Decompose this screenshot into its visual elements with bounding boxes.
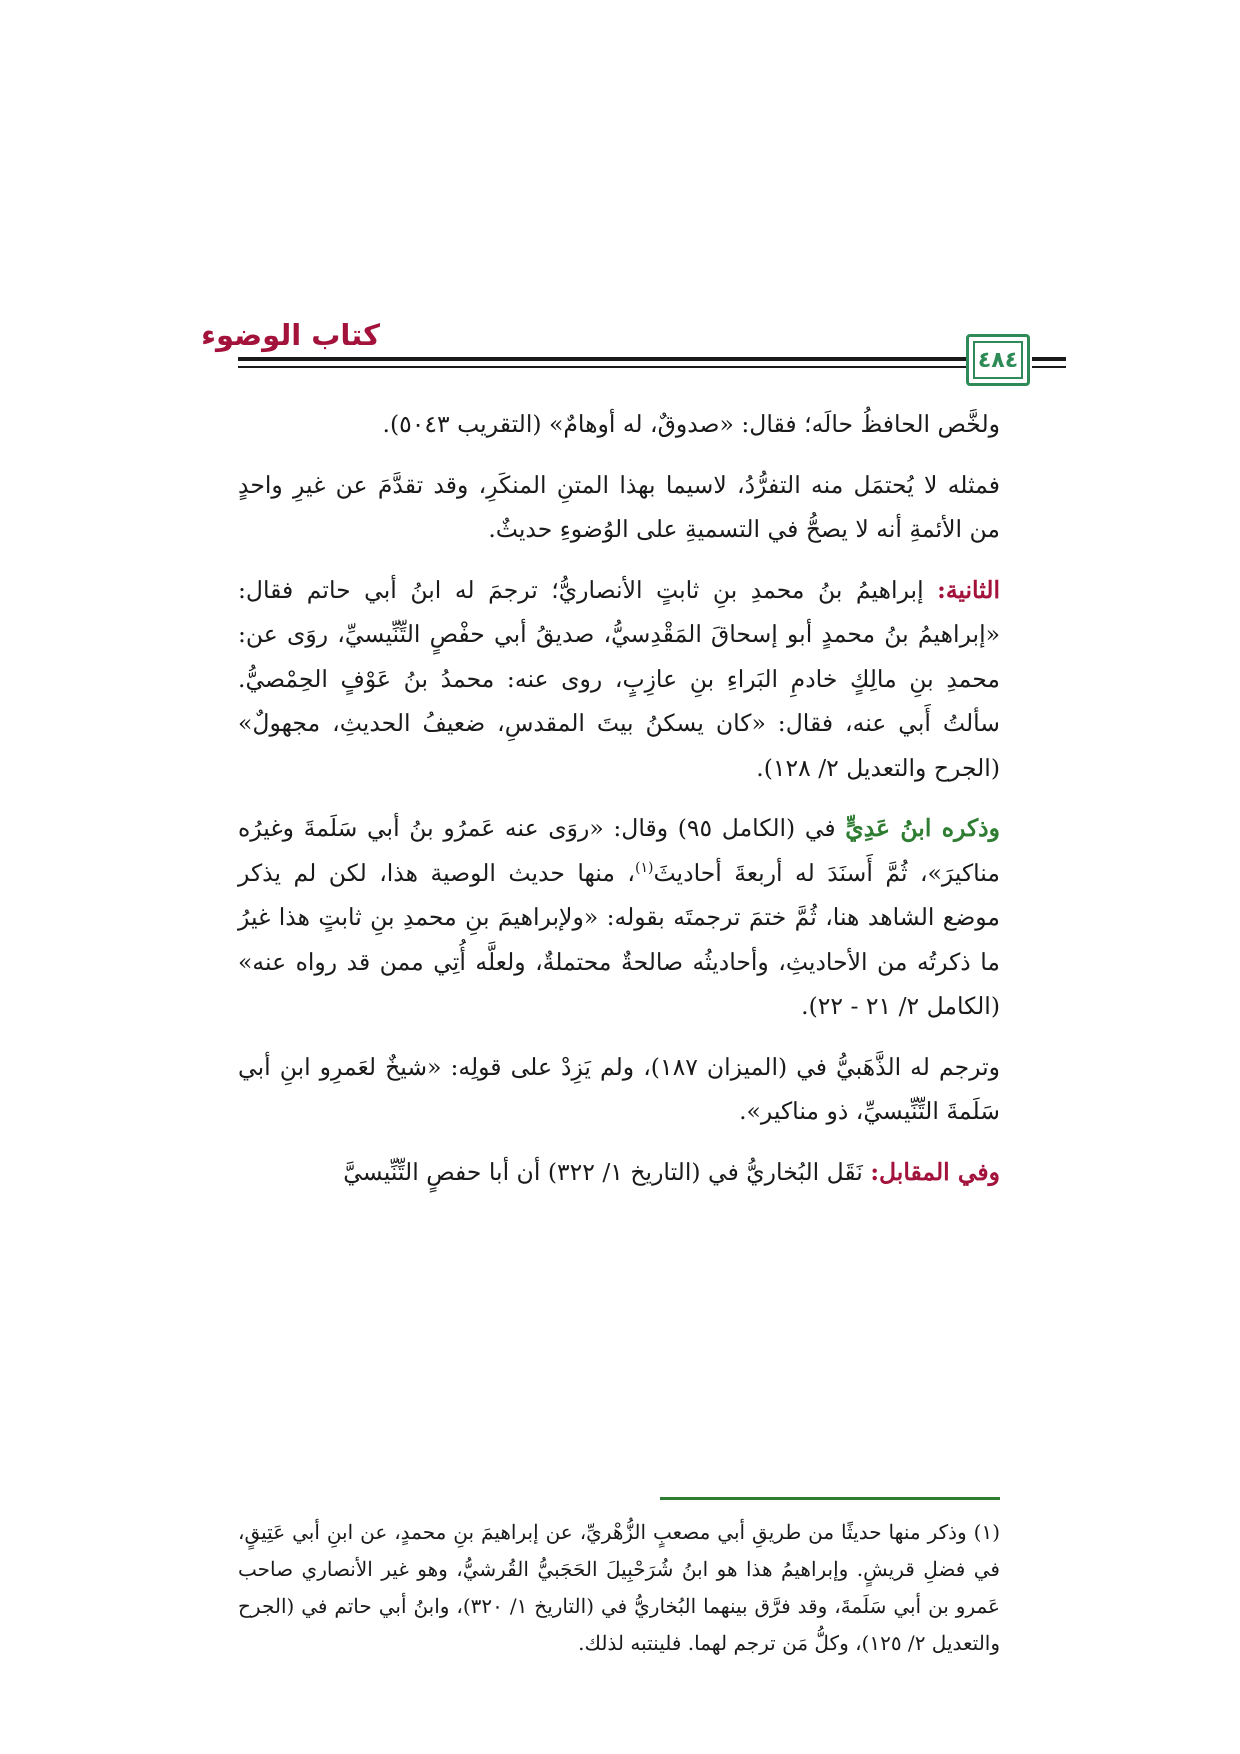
paragraph-5: وترجم له الذَّهَبيُّ في (الميزان ١٨٧)، ولم يَزِدْ على قولِه: «شيخٌ لعَمرِو ابنِ أبي سَلَمةَ التِّنِّيسيِّ، ذو مناكير». bbox=[238, 1052, 1000, 1125]
paragraph-3-label: الثانية: bbox=[937, 575, 1000, 604]
paragraph-6-text: نَقَل البُخاريُّ في (التاريخ ١/ ٣٢٢) أن أبا حفصٍ التِّنِّيسيَّ bbox=[343, 1157, 871, 1186]
header-rule-right-thick bbox=[1032, 357, 1066, 361]
paragraph-2: فمثله لا يُحتمَل منه التفرُّدُ، لاسيما بهذا المتنِ المنكَرِ، وقد تقدَّمَ عن غيرِ واحدٍ من الأئمةِ أنه لا يصحُّ في التسميةِ على الوُضوءِ حديثٌ. bbox=[238, 470, 1000, 543]
paragraph-4-text-a: في (الكامل ٩٥) وقال: «روَى عنه عَمرُو بنُ أبي سَلَمةَ وغيرُه مناكيرَ»، ثُمَّ أَسنَدَ له أربعةَ أحاديثَ bbox=[238, 814, 1000, 887]
paragraph-4-text-b: ، منها حديث الوصية هذا، لكن لم يذكر موضع الشاهد هنا، ثُمَّ ختمَ ترجمتَه بقوله: «ولإبراهيمَ بنِ محمدِ بنِ ثابتٍ هذا غيرُ ما ذكرتُه من الأحاديثِ، وأحاديثُه صالحةٌ محتملةٌ، ولعلَّه أُتِي ممن قد رواه عنه» (الكامل ٢/ ٢١ - ٢٢). bbox=[238, 858, 1000, 1020]
footnote-1: (١) وذكر منها حديثًا من طريقِ أبي مصعبٍ الزُّهْريِّ، عن إبراهيمَ بنِ محمدٍ، عن ابنِ أبي عَتِيقٍ، في فضلِ قريشٍ. وإبراهيمُ هذا هو ابنُ شُرَحْبِيلَ الحَجَبيُّ القُرشيُّ، وهو غير الأنصاري صاحب عَمرو بن أبي سَلَمةَ، وقد فرَّق بينهما البُخاريُّ في (التاريخ ١/ ٣٢٠)، وابنُ أبي حاتم في (الجرح والتعديل ٢/ ١٢٥)، وكلُّ مَن ترجم لهما. فلينتبه لذلك. bbox=[238, 1520, 1000, 1655]
page-number-badge bbox=[966, 334, 1030, 386]
paragraph-4-label: وذكره ابنُ عَدِيٍّ bbox=[845, 814, 1000, 842]
paragraph-4 bbox=[238, 806, 1000, 1029]
main-text bbox=[238, 402, 1000, 1210]
paragraph-6 bbox=[238, 1150, 1000, 1195]
header-rule-thin bbox=[238, 366, 998, 368]
footnote-ref[interactable]: (١) bbox=[635, 859, 654, 876]
page-number: ٤٨٤ bbox=[973, 341, 1023, 379]
header-rule-thick bbox=[238, 357, 998, 361]
paragraph-3-text: إبراهيمُ بنُ محمدِ بنِ ثابتٍ الأنصاريُّ؛ ترجمَ له ابنُ أبي حاتم فقال: «إبراهيمُ بنُ محمدٍ أبو إسحاقَ المَقْدِسيُّ، صديقُ أبي حفْصٍ التِّنِّيسيِّ، روَى عن: محمدِ بنِ مالِكٍ خادمِ البَراءِ بنِ عازِبٍ، روى عنه: محمدُ بنُ عَوْفٍ الحِمْصيُّ. سألتُ أَبي عنه، فقال: «كان يسكنُ بيتَ المقدسِ، ضعيفُ الحديثِ، مجهولٌ» (الجرح والتعديل ٢/ ١٢٨). bbox=[238, 575, 1000, 782]
paragraph-1: ولخَّص الحافظُ حالَه؛ فقال: «صدوقٌ، له أوهامٌ» (التقريب ٥٠٤٣). bbox=[382, 410, 1000, 438]
footnotes bbox=[238, 1514, 1000, 1662]
paragraph-3 bbox=[238, 568, 1000, 791]
paragraph-6-label: وفي المقابل: bbox=[870, 1157, 1000, 1186]
footnote-separator bbox=[660, 1497, 1000, 1500]
book-title: كتاب الوضوء bbox=[201, 318, 380, 352]
header-rule-right-thin bbox=[1032, 366, 1066, 368]
